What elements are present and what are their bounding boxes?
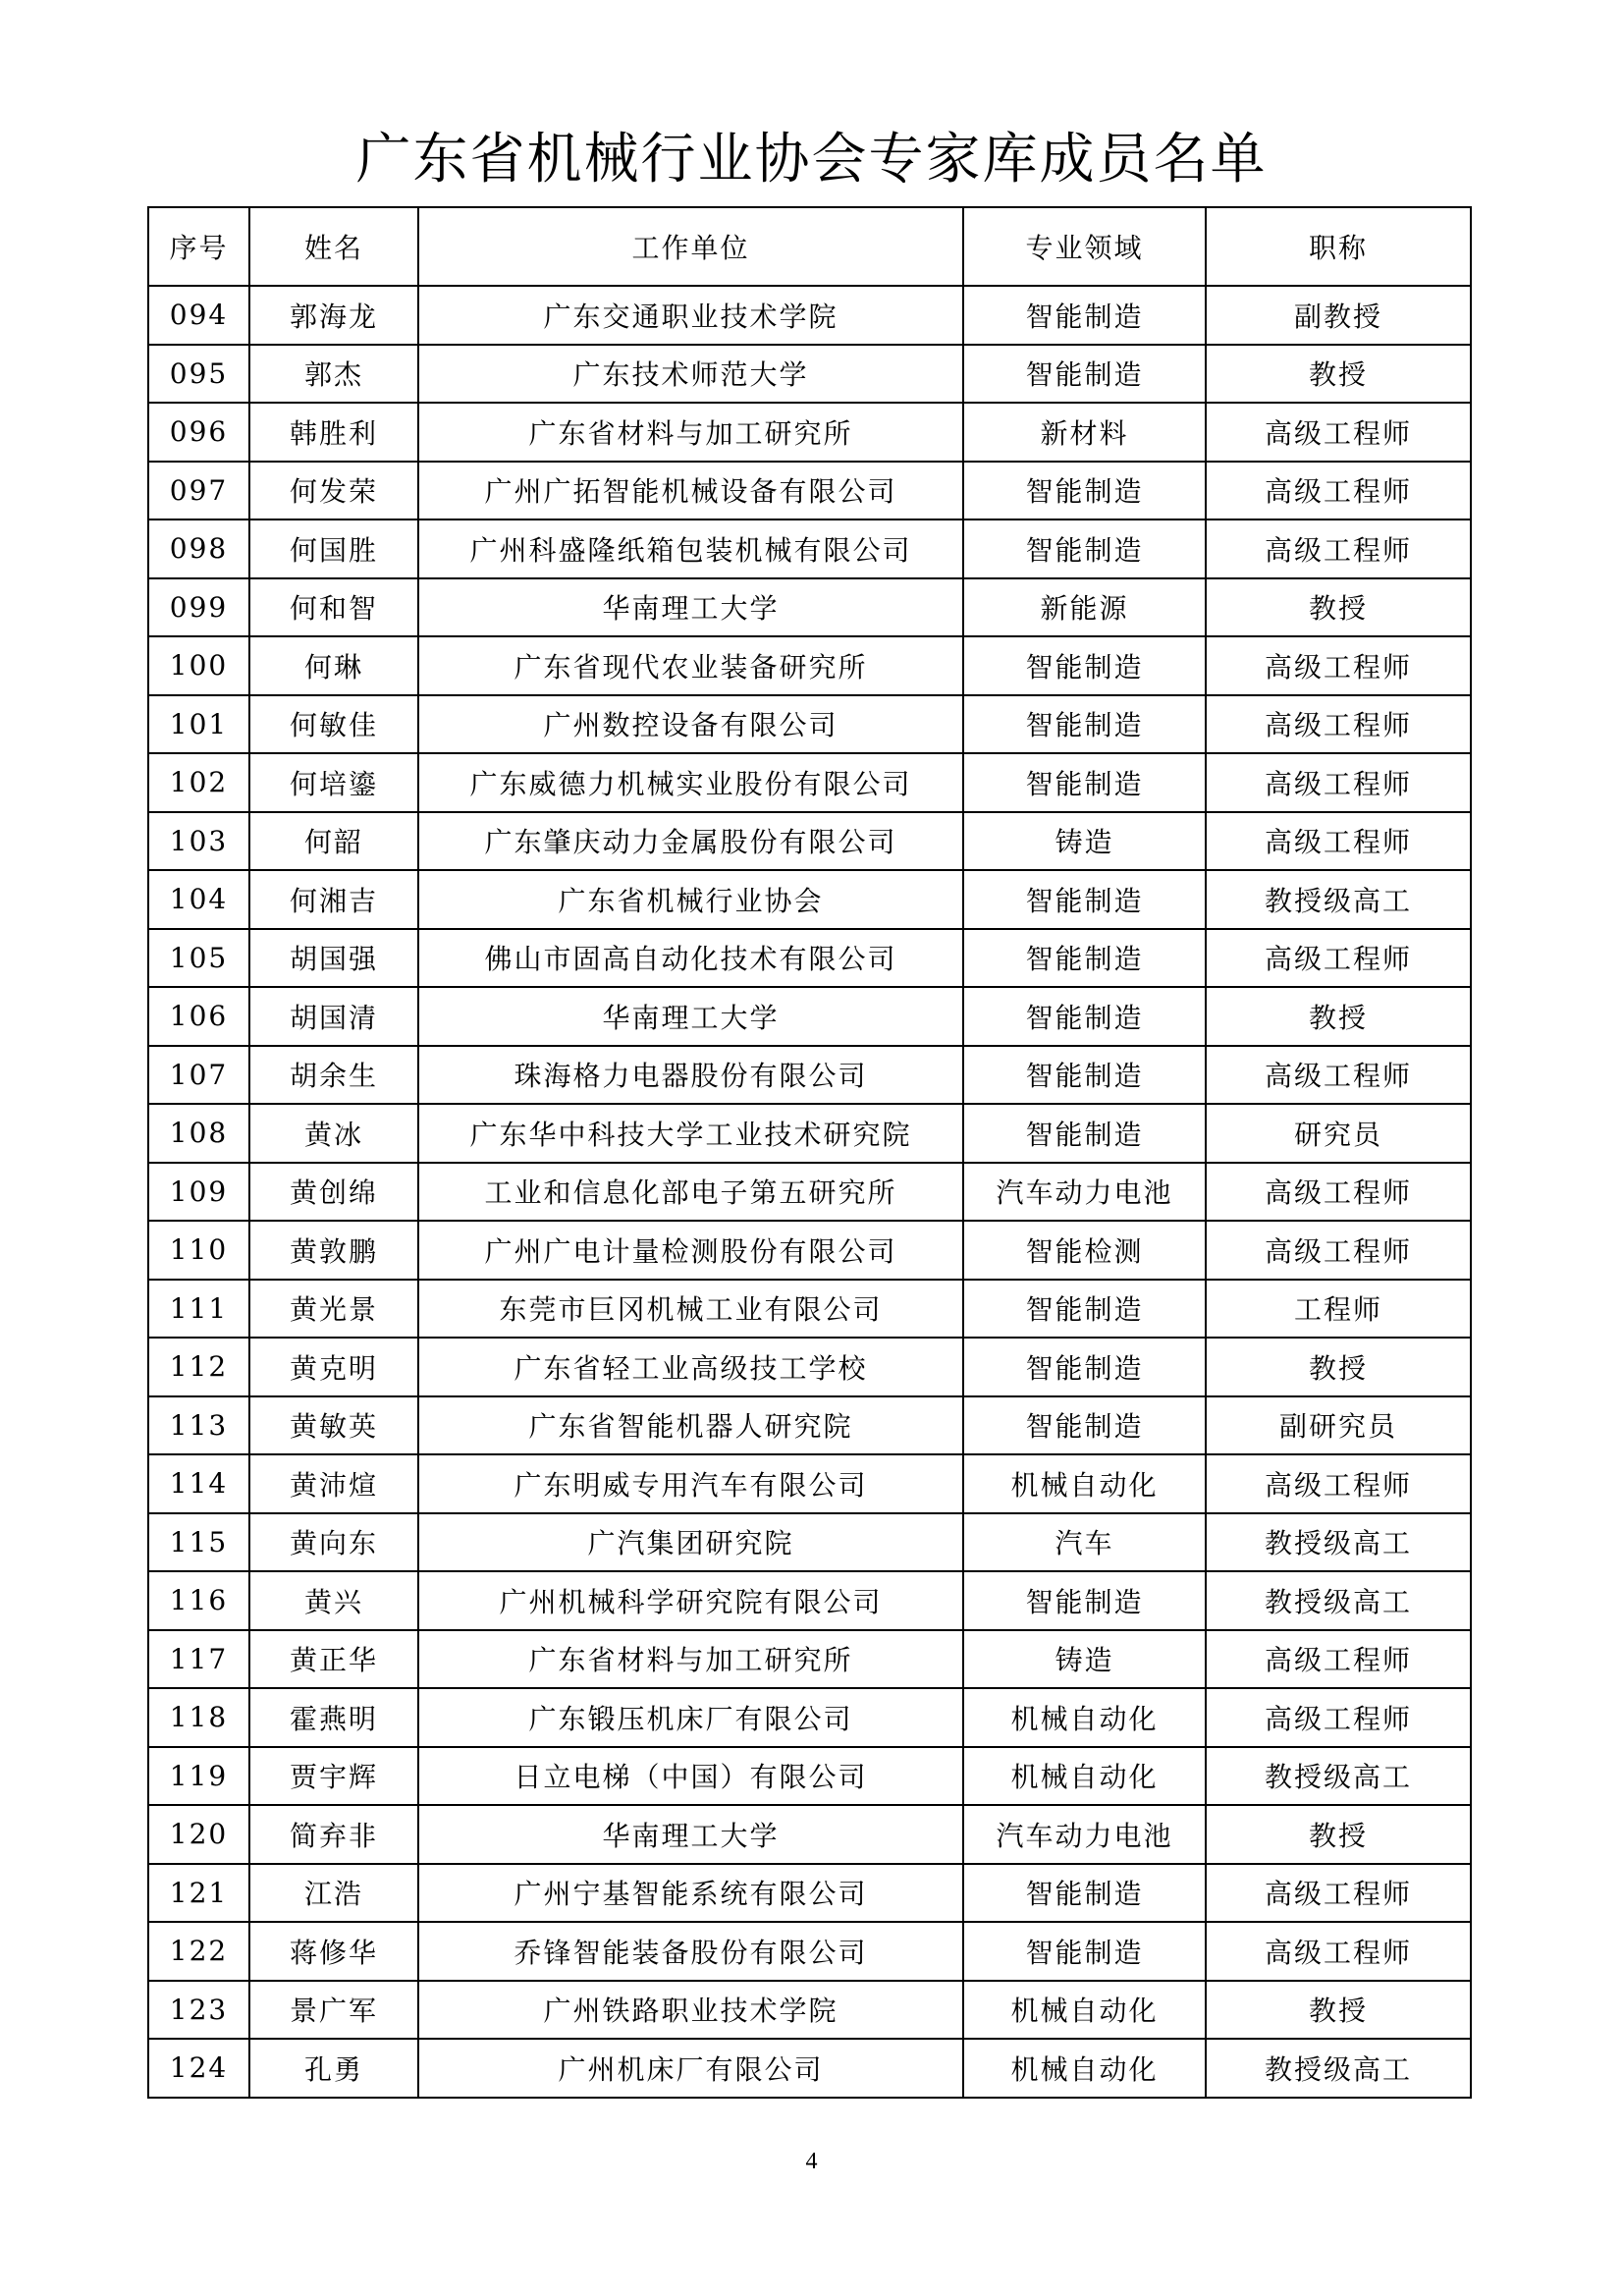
cell-index: 101 <box>148 695 249 754</box>
cell-title: 高级工程师 <box>1206 1688 1471 1747</box>
table-row <box>148 403 1471 462</box>
cell-workplace: 广州科盛隆纸箱包装机械有限公司 <box>418 519 963 578</box>
cell-index: 107 <box>148 1046 249 1105</box>
cell-field: 智能制造 <box>963 345 1206 404</box>
cell-title: 教授 <box>1206 578 1471 637</box>
cell-workplace: 广东华中科技大学工业技术研究院 <box>418 1104 963 1163</box>
cell-field: 铸造 <box>963 1630 1206 1689</box>
table-body <box>148 286 1471 2098</box>
cell-index: 110 <box>148 1221 249 1280</box>
table-row <box>148 1981 1471 2040</box>
cell-workplace: 广东省轻工业高级技工学校 <box>418 1338 963 1396</box>
cell-title: 高级工程师 <box>1206 519 1471 578</box>
cell-index: 124 <box>148 2039 249 2098</box>
cell-index: 114 <box>148 1454 249 1513</box>
cell-index: 111 <box>148 1280 249 1339</box>
cell-field: 机械自动化 <box>963 1981 1206 2040</box>
table-header-row <box>148 207 1471 286</box>
table-row <box>148 1571 1471 1630</box>
cell-field: 机械自动化 <box>963 2039 1206 2098</box>
cell-workplace: 广东锻压机床厂有限公司 <box>418 1688 963 1747</box>
cell-field: 智能检测 <box>963 1221 1206 1280</box>
cell-name: 黄向东 <box>249 1513 418 1572</box>
cell-workplace: 广州铁路职业技术学院 <box>418 1981 963 2040</box>
cell-name: 黄兴 <box>249 1571 418 1630</box>
cell-field: 智能制造 <box>963 1104 1206 1163</box>
cell-field: 智能制造 <box>963 1864 1206 1923</box>
cell-index: 116 <box>148 1571 249 1630</box>
cell-workplace: 工业和信息化部电子第五研究所 <box>418 1163 963 1222</box>
cell-field: 汽车动力电池 <box>963 1805 1206 1864</box>
cell-name: 胡余生 <box>249 1046 418 1105</box>
cell-index: 112 <box>148 1338 249 1396</box>
cell-name: 黄光景 <box>249 1280 418 1339</box>
cell-index: 113 <box>148 1396 249 1455</box>
cell-workplace: 广东明威专用汽车有限公司 <box>418 1454 963 1513</box>
cell-index: 094 <box>148 286 249 345</box>
cell-field: 铸造 <box>963 812 1206 871</box>
cell-workplace: 广东肇庆动力金属股份有限公司 <box>418 812 963 871</box>
cell-field: 智能制造 <box>963 1280 1206 1339</box>
cell-field: 智能制造 <box>963 636 1206 695</box>
table-row <box>148 1454 1471 1513</box>
cell-index: 109 <box>148 1163 249 1222</box>
table-row <box>148 1280 1471 1339</box>
table-row <box>148 987 1471 1046</box>
table-row <box>148 1864 1471 1923</box>
cell-title: 教授级高工 <box>1206 870 1471 929</box>
table-row <box>148 1747 1471 1806</box>
cell-title: 高级工程师 <box>1206 1454 1471 1513</box>
cell-title: 副研究员 <box>1206 1396 1471 1455</box>
cell-title: 高级工程师 <box>1206 636 1471 695</box>
cell-field: 机械自动化 <box>963 1688 1206 1747</box>
cell-name: 韩胜利 <box>249 403 418 462</box>
cell-title: 高级工程师 <box>1206 1046 1471 1105</box>
cell-name: 郭海龙 <box>249 286 418 345</box>
table-row <box>148 1046 1471 1105</box>
cell-name: 简弃非 <box>249 1805 418 1864</box>
cell-title: 高级工程师 <box>1206 812 1471 871</box>
cell-name: 黄克明 <box>249 1338 418 1396</box>
cell-title: 教授 <box>1206 1805 1471 1864</box>
cell-name: 孔勇 <box>249 2039 418 2098</box>
cell-workplace: 华南理工大学 <box>418 987 963 1046</box>
table-row <box>148 1338 1471 1396</box>
cell-workplace: 广州宁基智能系统有限公司 <box>418 1864 963 1923</box>
cell-name: 贾宇辉 <box>249 1747 418 1806</box>
cell-index: 105 <box>148 929 249 988</box>
cell-workplace: 日立电梯（中国）有限公司 <box>418 1747 963 1806</box>
table-row <box>148 1630 1471 1689</box>
cell-name: 何敏佳 <box>249 695 418 754</box>
cell-field: 智能制造 <box>963 519 1206 578</box>
cell-name: 黄沛煊 <box>249 1454 418 1513</box>
cell-title: 高级工程师 <box>1206 462 1471 520</box>
table-row <box>148 929 1471 988</box>
cell-workplace: 广州广电计量检测股份有限公司 <box>418 1221 963 1280</box>
table-row <box>148 636 1471 695</box>
cell-name: 霍燕明 <box>249 1688 418 1747</box>
cell-workplace: 广州机床厂有限公司 <box>418 2039 963 2098</box>
cell-name: 蒋修华 <box>249 1922 418 1981</box>
cell-name: 何琳 <box>249 636 418 695</box>
header-workplace: 工作单位 <box>418 207 963 286</box>
cell-workplace: 广东省现代农业装备研究所 <box>418 636 963 695</box>
cell-title: 教授级高工 <box>1206 1571 1471 1630</box>
cell-field: 智能制造 <box>963 1046 1206 1105</box>
cell-index: 097 <box>148 462 249 520</box>
cell-index: 117 <box>148 1630 249 1689</box>
cell-name: 何湘吉 <box>249 870 418 929</box>
cell-index: 106 <box>148 987 249 1046</box>
header-index: 序号 <box>148 207 249 286</box>
cell-title: 工程师 <box>1206 1280 1471 1339</box>
table-row <box>148 812 1471 871</box>
cell-title: 高级工程师 <box>1206 1922 1471 1981</box>
cell-name: 胡国强 <box>249 929 418 988</box>
table-row <box>148 1396 1471 1455</box>
cell-title: 高级工程师 <box>1206 695 1471 754</box>
cell-field: 智能制造 <box>963 1571 1206 1630</box>
cell-workplace: 广州数控设备有限公司 <box>418 695 963 754</box>
header-field: 专业领域 <box>963 207 1206 286</box>
cell-name: 黄正华 <box>249 1630 418 1689</box>
cell-name: 何培鎏 <box>249 753 418 812</box>
cell-name: 何发荣 <box>249 462 418 520</box>
document-title: 广东省机械行业协会专家库成员名单 <box>355 128 1268 191</box>
cell-field: 机械自动化 <box>963 1454 1206 1513</box>
cell-workplace: 广东省材料与加工研究所 <box>418 403 963 462</box>
table-row <box>148 1163 1471 1222</box>
cell-workplace: 广东省机械行业协会 <box>418 870 963 929</box>
table-row <box>148 462 1471 520</box>
cell-index: 095 <box>148 345 249 404</box>
cell-workplace: 华南理工大学 <box>418 1805 963 1864</box>
cell-name: 郭杰 <box>249 345 418 404</box>
cell-index: 100 <box>148 636 249 695</box>
cell-workplace: 广东威德力机械实业股份有限公司 <box>418 753 963 812</box>
cell-index: 104 <box>148 870 249 929</box>
cell-title: 高级工程师 <box>1206 1221 1471 1280</box>
cell-field: 智能制造 <box>963 1396 1206 1455</box>
table-row <box>148 753 1471 812</box>
cell-index: 115 <box>148 1513 249 1572</box>
cell-index: 121 <box>148 1864 249 1923</box>
cell-title: 副教授 <box>1206 286 1471 345</box>
table-row <box>148 578 1471 637</box>
cell-field: 智能制造 <box>963 462 1206 520</box>
table-row <box>148 1221 1471 1280</box>
cell-title: 教授级高工 <box>1206 2039 1471 2098</box>
page-number: 4 <box>805 2149 818 2174</box>
cell-workplace: 广州广拓智能机械设备有限公司 <box>418 462 963 520</box>
header-name: 姓名 <box>249 207 418 286</box>
cell-workplace: 广东省智能机器人研究院 <box>418 1396 963 1455</box>
table-row <box>148 870 1471 929</box>
table-row <box>148 1805 1471 1864</box>
cell-field: 智能制造 <box>963 695 1206 754</box>
cell-title: 教授级高工 <box>1206 1513 1471 1572</box>
cell-workplace: 广州机械科学研究院有限公司 <box>418 1571 963 1630</box>
table-row <box>148 695 1471 754</box>
cell-title: 教授 <box>1206 1981 1471 2040</box>
cell-field: 汽车 <box>963 1513 1206 1572</box>
cell-workplace: 乔锋智能装备股份有限公司 <box>418 1922 963 1981</box>
cell-title: 高级工程师 <box>1206 929 1471 988</box>
cell-title: 教授 <box>1206 987 1471 1046</box>
cell-workplace: 广汽集团研究院 <box>418 1513 963 1572</box>
cell-field: 汽车动力电池 <box>963 1163 1206 1222</box>
cell-workplace: 广东省材料与加工研究所 <box>418 1630 963 1689</box>
table-row <box>148 286 1471 345</box>
cell-name: 黄敦鹏 <box>249 1221 418 1280</box>
cell-index: 098 <box>148 519 249 578</box>
cell-title: 教授 <box>1206 1338 1471 1396</box>
cell-index: 118 <box>148 1688 249 1747</box>
expert-table <box>147 206 1472 2099</box>
cell-field: 智能制造 <box>963 870 1206 929</box>
table-row <box>148 1104 1471 1163</box>
cell-name: 黄创绵 <box>249 1163 418 1222</box>
cell-index: 099 <box>148 578 249 637</box>
cell-title: 研究员 <box>1206 1104 1471 1163</box>
cell-field: 智能制造 <box>963 1922 1206 1981</box>
cell-index: 120 <box>148 1805 249 1864</box>
cell-title: 教授 <box>1206 345 1471 404</box>
cell-workplace: 佛山市固高自动化技术有限公司 <box>418 929 963 988</box>
cell-name: 江浩 <box>249 1864 418 1923</box>
cell-index: 096 <box>148 403 249 462</box>
cell-field: 智能制造 <box>963 929 1206 988</box>
cell-title: 高级工程师 <box>1206 753 1471 812</box>
cell-name: 黄冰 <box>249 1104 418 1163</box>
cell-workplace: 广东交通职业技术学院 <box>418 286 963 345</box>
cell-name: 何韶 <box>249 812 418 871</box>
cell-workplace: 东莞市巨冈机械工业有限公司 <box>418 1280 963 1339</box>
cell-index: 119 <box>148 1747 249 1806</box>
cell-index: 123 <box>148 1981 249 2040</box>
cell-title: 教授级高工 <box>1206 1747 1471 1806</box>
header-title: 职称 <box>1206 207 1471 286</box>
cell-workplace: 广东技术师范大学 <box>418 345 963 404</box>
cell-index: 102 <box>148 753 249 812</box>
cell-workplace: 华南理工大学 <box>418 578 963 637</box>
cell-field: 智能制造 <box>963 1338 1206 1396</box>
table-row <box>148 1688 1471 1747</box>
cell-title: 高级工程师 <box>1206 1163 1471 1222</box>
cell-title: 高级工程师 <box>1206 1630 1471 1689</box>
cell-workplace: 珠海格力电器股份有限公司 <box>418 1046 963 1105</box>
table-row <box>148 1513 1471 1572</box>
cell-index: 103 <box>148 812 249 871</box>
cell-name: 何和智 <box>249 578 418 637</box>
table-row <box>148 519 1471 578</box>
cell-field: 新材料 <box>963 403 1206 462</box>
cell-index: 108 <box>148 1104 249 1163</box>
cell-name: 胡国清 <box>249 987 418 1046</box>
cell-name: 黄敏英 <box>249 1396 418 1455</box>
cell-field: 机械自动化 <box>963 1747 1206 1806</box>
cell-field: 智能制造 <box>963 286 1206 345</box>
cell-field: 新能源 <box>963 578 1206 637</box>
table-row <box>148 345 1471 404</box>
cell-field: 智能制造 <box>963 987 1206 1046</box>
cell-name: 景广军 <box>249 1981 418 2040</box>
table-row <box>148 2039 1471 2098</box>
table-row <box>148 1922 1471 1981</box>
cell-title: 高级工程师 <box>1206 403 1471 462</box>
cell-title: 高级工程师 <box>1206 1864 1471 1923</box>
cell-name: 何国胜 <box>249 519 418 578</box>
cell-index: 122 <box>148 1922 249 1981</box>
cell-field: 智能制造 <box>963 753 1206 812</box>
